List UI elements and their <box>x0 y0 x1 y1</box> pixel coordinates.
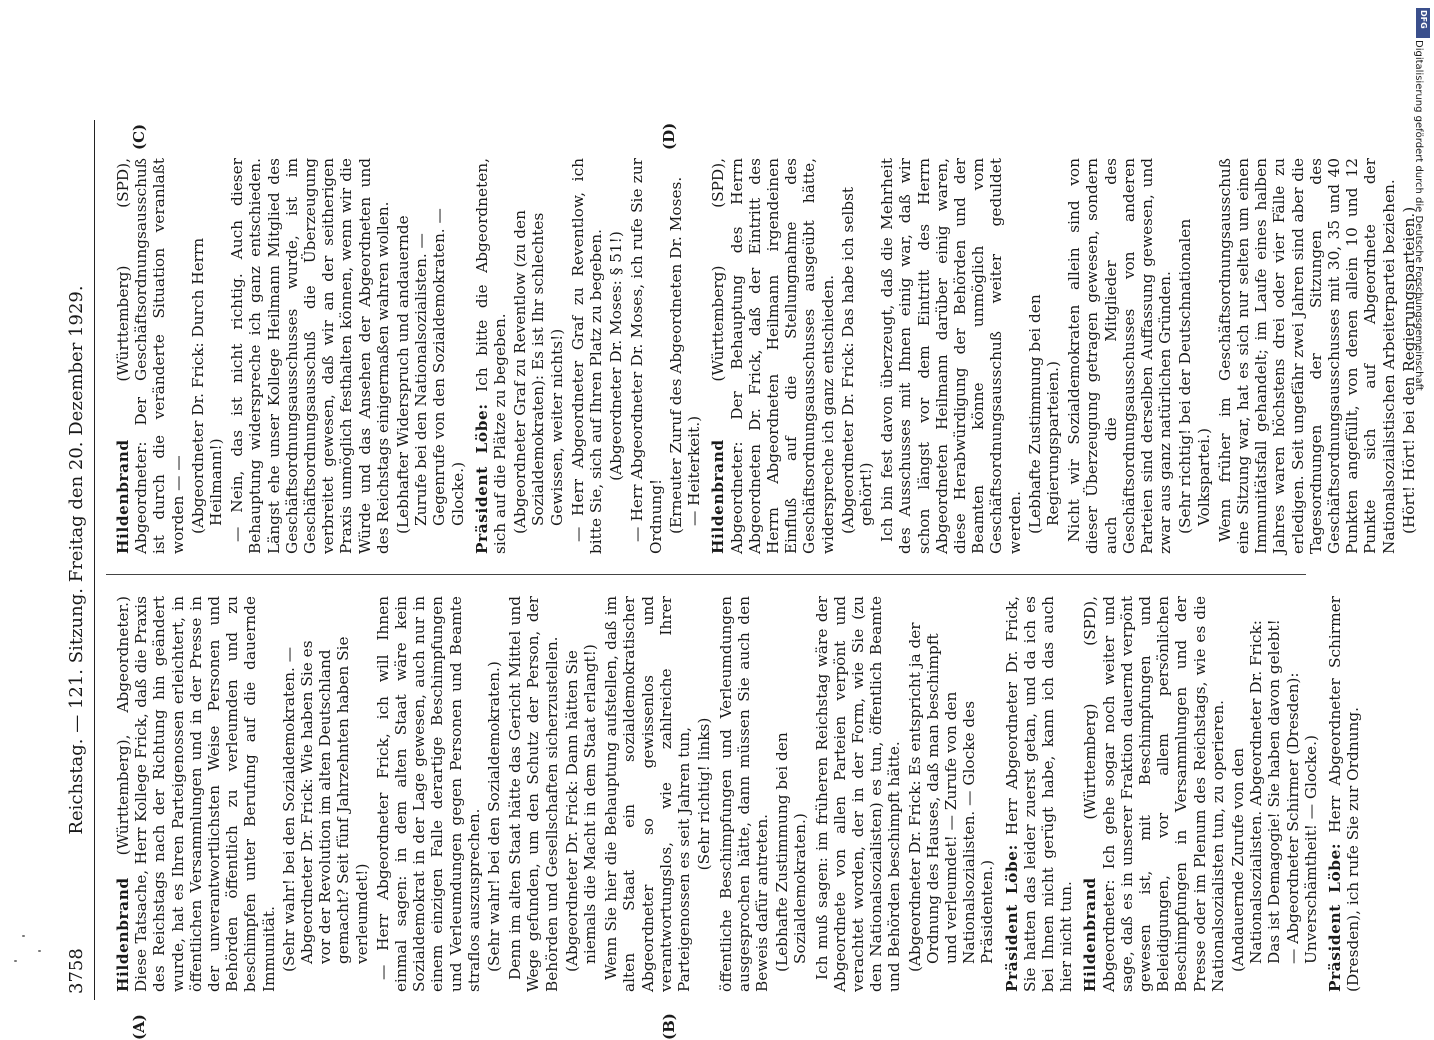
interjection: (Lebhafte Zustimmung bei den Sozialdemokraten.) <box>773 732 810 972</box>
speech-text: (Württemberg) (SPD), Abgeordneter: Ich gehe sogar noch weiter und sage, daß es in unserer Fraktion dauernd verpönt gewesen ist, mit Beschimpfungen und Beleidigungen, vor allem persönlichen Beschimpfungen in Versammlungen und der Presse oder im Plenum des Reichstags, wie es die Nationalsozialisten tun, zu operieren. <box>1081 596 1227 992</box>
document-page <box>60 120 1418 1040</box>
interjection: (Abgeordneter Dr. Frick: Es entspricht ja der Ordnung des Hauses, daß man beschimpft und verleumdet! — Zurufe von den Nationalsozialisten. — Glocke des Präsidenten.) <box>905 622 997 972</box>
digitization-note-text: Digitalisierung gefördert durch die Deutsche Forschungsgemeinschaft <box>1413 40 1424 391</box>
page-number: 3758 <box>66 948 87 994</box>
speech-paragraph <box>473 158 509 554</box>
interjection: (Abgeordneter Dr. Frick: Durch Herrn Heilmann!) <box>188 237 226 534</box>
margin-mark-d: (D) <box>660 122 678 150</box>
scan-speck <box>22 935 25 937</box>
speech-text: (Württemberg), Abgeordneter.) Diese Tatsache, Herr Kollege Frick, daß die Praxis des Reichstags nach der Richtung hin geändert wurde, hat es Ihren Parteigenossen erleichtert, in öffentlichen Versammlungen und in der Presse in der unverantwortlichsten Weise Personen und Behörden öffentlich zu verleumden und zu beschimpfen unter Berufung auf die dauernde Immunität. <box>114 596 278 992</box>
dfg-logo <box>1416 8 1430 38</box>
interjection: (Sehr wahr! bei den Sozialdemokraten.) <box>485 661 504 972</box>
margin-mark-a: (A) <box>130 1014 148 1040</box>
text-paragraph: Nicht wir Sozialdemokraten allein sind von dieser Überzeugung getragen gewesen, sondern auch die Mitglieder des Geschäftsordnungsausschusses von anderen Parteien sind derselben Auffassung gewesen, und zwar aus ganz natürlichen Gründen. <box>1065 158 1175 554</box>
speech-text: Herr Abgeordneter Dr. Frick, Sie hatten das leider zuerst getan, und da ich es bei Ihnen nicht gerügt habe, kann ich das auch hier nicht tun. <box>1002 595 1076 992</box>
interjection: (Sehr wahr! bei den Sozialdemokraten. — Abgeordneter Dr. Frick: Wie haben Sie es vor der Revolution im alten Deutschland gemacht? Seit fünf Jahrzehnten haben Sie verleumdet!) <box>279 636 371 972</box>
interjection: (Abgeordneter Dr. Frick: Dann hätten Sie niemals die Macht in dem Staat erlangt!) <box>562 644 600 972</box>
interjection: (Sehr richtig! links) <box>695 717 714 871</box>
speaker-name: Hildenbrand <box>1081 877 1100 992</box>
text-paragraph: — Herr Abgeordneter Graf zu Reventlow, ich bitte Sie, sich auf Ihren Platz zu begeben. <box>568 158 606 554</box>
right-text-column <box>108 158 1421 554</box>
interjection: (Abgeordneter Dr. Moses: § 51!) <box>607 231 626 481</box>
digitization-note <box>1406 40 1430 660</box>
interjection: (Hört! Hört! bei den Regierungsparteien.) <box>1399 206 1418 534</box>
speaker-name: Hildenbrand <box>114 439 132 554</box>
left-text-column <box>108 596 1364 992</box>
interjection: (Lebhafte Zustimmung bei den Regierungsparteien.) <box>1025 294 1062 534</box>
text-paragraph: — Herr Abgeordneter Frick, ich will Ihnen einmal sagen: in dem alten Staat wäre kein Sozialdemokrat in der Lage gewesen, auch nur in einem einzigen Falle derartige Beschimpfungen und Verleumdungen gegen Personen und Beamte straflos auszusprechen. <box>373 596 483 992</box>
speech-paragraph <box>1003 596 1076 992</box>
speech-text: Herr Abgeordneter Schirmer (Dresden), ich rufe Sie zur Ordnung. <box>1326 596 1363 992</box>
text-paragraph: — Herr Abgeordneter Dr. Moses, ich rufe Sie zur Ordnung! <box>628 158 665 554</box>
text-paragraph: Wenn früher im Geschäftsordnungsausschuß eine Sitzung war, hat es sich nur selten um einen Immunitätsfall gehandelt; im Laufe eines halben Jahres waren höchstens drei oder vier Fälle zu erledigen. Seit ungefähr zwei Jahren sind aber die Tagesordnungen der Sitzungen des Geschäftsordnungsausschusses mit 30, 35 und 40 Punkten angefüllt, von denen allein 10 und 12 Punkte sich auf Abgeordnete der Nationalsozialistischen Arbeiterpartei beziehen. <box>1215 158 1398 554</box>
text-paragraph: Wenn Sie hier die Behauptung aufstellen, daß im alten Staat ein sozialdemokratischer Abgeordneter so gewissenlos und verantwortungslos, wie zahlreiche Ihrer Parteigenossen es seit Jahren tun, <box>602 596 694 992</box>
interjection: (Abgeordneter Graf zu Reventlow (zu den Sozialdemokraten): Es ist Ihr schlechtes Gewissen, weiter nichts!) <box>511 210 566 534</box>
text-paragraph: Ich muß sagen: im früheren Reichstag wäre der Abgeordnete von allen Parteien verpönt und verachtet worden, der in der Form, wie Sie (zu den Nationalsozialisten) es tun, öffentlich Beamte und Behörden beschimpft hätte. <box>812 596 904 992</box>
dfg-logo-text: DFG <box>1419 10 1428 29</box>
interjection: (Lebhafter Widerspruch und andauernde Zurufe bei den Nationalsozialisten. — Gegenrufe von den Sozialdemokraten. — Glocke.) <box>394 208 467 534</box>
speech-text: (Württemberg) (SPD), Abgeordneter: Der Behauptung des Herrn Abgeordneten Dr. Frick, daß der Eintritt des Herrn Abgeordneten Heilmann irgendeinen Einfluß auf die Stellungnahme des Geschäftsordnungsausschusses ausgeübt hätte, widerspreche ich ganz entschieden. <box>709 158 837 554</box>
text-paragraph: öffentliche Beschimpfungen und Verleumdungen ausgesprochen hätte, dann müssen Sie auch den Beweis dafür antreten. <box>716 596 771 992</box>
speech-paragraph <box>1081 596 1227 992</box>
text-paragraph: Denn im alten Staat hätte das Gericht Mittel und Wege gefunden, um den Schutz der Person, der Behörden und Gesellschaften sicherzustellen. <box>506 596 561 992</box>
page-header <box>60 120 95 1000</box>
column-divider <box>106 574 1306 575</box>
speaker-name: Präsident Löbe: <box>472 403 491 554</box>
speaker-name: Präsident Löbe: <box>1326 842 1344 992</box>
speech-text: Ich bitte die Abgeordneten, sich auf die Plätze zu begeben. <box>472 158 510 554</box>
interjection: (Andauernde Zurufe von den Nationalsozialisten. Abgeordneter Dr. Frick: Das ist Demagogie! Sie haben davon gelebt! — Abgeordneter Schirmer (Dresden): Unverschämtheit! — Glocke.) <box>1228 619 1320 972</box>
text-paragraph: Ich bin fest davon überzeugt, daß die Mehrheit des Ausschusses mit Ihnen einig war, daß wir schon längst vor dem Eintritt des Herrn Abgeordneten Heilmann darüber einig waren, diese Herabwürdigung der Behörden und der Beamten könne unmöglich vom Geschäftsordnungsausschuß weiter geduldet werden. <box>878 158 1024 554</box>
speech-paragraph <box>1326 596 1362 992</box>
scan-speck <box>38 950 41 952</box>
speaker-name: Hildenbrand <box>709 439 728 554</box>
session-title: Reichstag. — 121. Sitzung. Freitag den 20. Dezember 1929. <box>66 285 87 835</box>
margin-mark-c: (C) <box>130 123 148 150</box>
interjection: (Erneuter Zuruf des Abgeordneten Dr. Moses. — Heiterkeit.) <box>666 176 704 534</box>
speaker-name: Präsident Löbe: <box>1002 844 1021 992</box>
text-paragraph: — Nein, das ist nicht richtig. Auch dieser Behauptung widerspreche ich ganz entschieden. Längst ehe unser Kollege Heilmann Mitglied des Geschäftsordnungsausschusses wurde, ist im Geschäftsordnungsausschuß die Überzeugung verbreitet gewesen, daß wir an der seitherigen Praxis unmöglich festhalten können, wenn wir die Würde und das Ansehen der Abgeordneten und des Reichstags einigermaßen wahren wollen. <box>228 158 392 554</box>
speech-text: (Württemberg) (SPD), Abgeordneter: Der Geschäftsordnungsausschuß ist durch die veränderte Situation veranlaßt worden — — <box>114 158 187 554</box>
scan-speck <box>14 960 17 962</box>
margin-mark-b: (B) <box>660 1013 678 1040</box>
interjection: (Abgeordneter Dr. Frick: Das habe ich selbst gehört!) <box>838 186 875 534</box>
speech-paragraph <box>114 158 187 554</box>
speech-paragraph <box>709 158 836 554</box>
speaker-name: Hildenbrand <box>114 877 132 992</box>
speech-paragraph <box>114 596 278 992</box>
interjection: (Sehr richtig! bei der Deutschnationalen Volkspartei.) <box>1176 218 1213 534</box>
